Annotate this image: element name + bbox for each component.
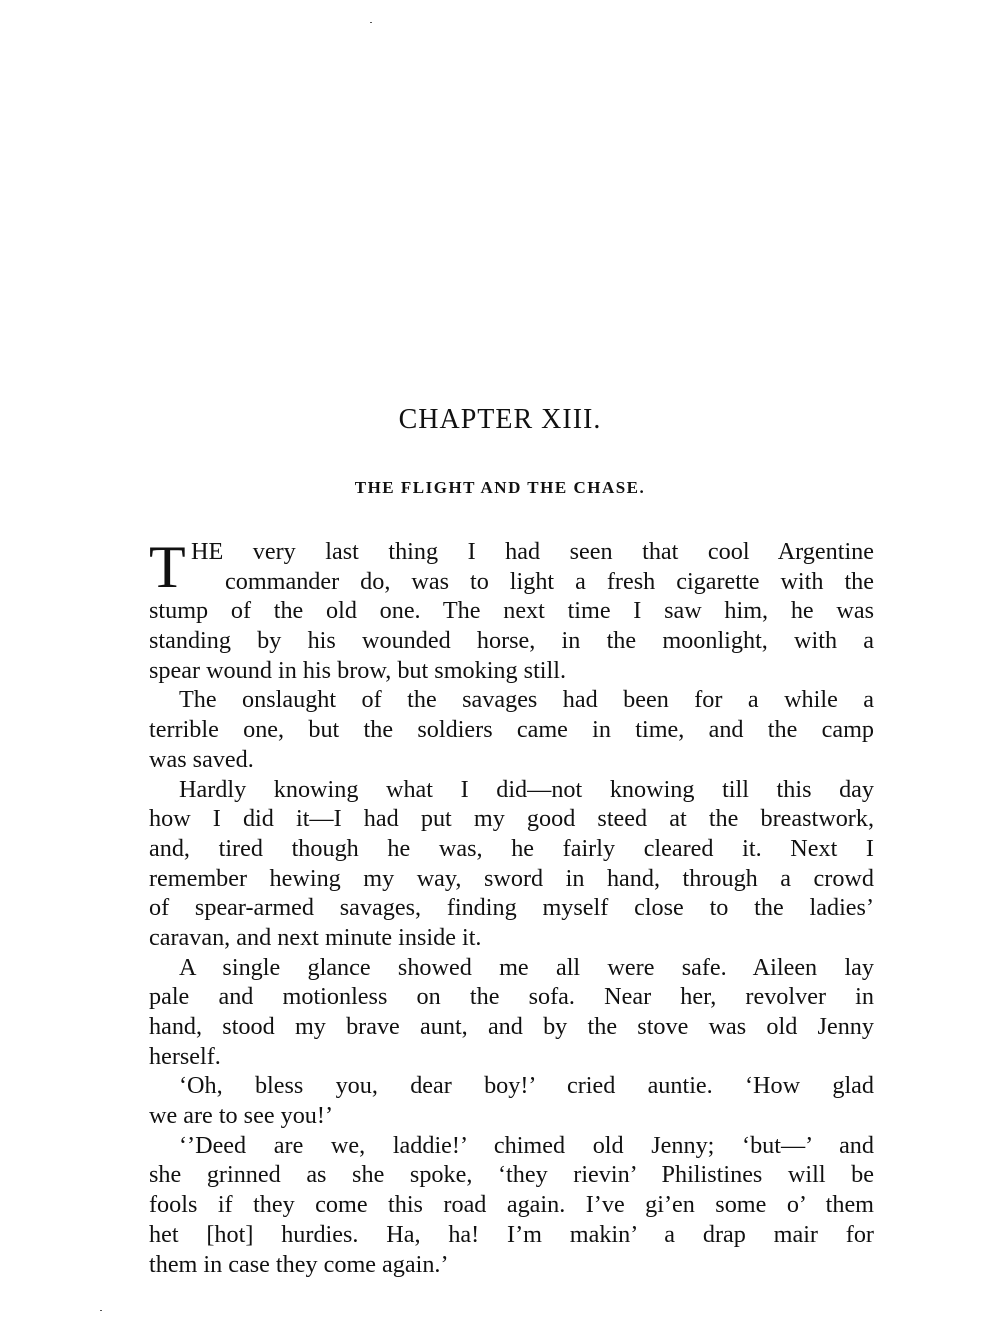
text-line: hand, stood my brave aunt, and by the stove was old Jenny [149,1013,874,1040]
text-line: ‘’Deed are we, laddie!’ chimed old Jenny; ‘but—’ and [179,1131,874,1159]
text-line: we are to see you!’ [149,1102,334,1130]
text-line: terrible one, but the soldiers came in time, and the camp [149,716,874,744]
text-line: HE very last thing I had seen that cool Argentine [191,538,874,565]
text-line: The onslaught of the savages had been for a while a [179,686,874,714]
paragraph-1 [149,534,874,685]
text-line: she grinned as she spoke, ‘they rievin’ Philistines will be [149,1161,874,1189]
text-line: of spear-armed savages, finding myself close to the ladies’ [149,894,874,922]
paragraph-4 [149,953,874,1072]
print-speck [100,1310,102,1311]
drop-cap: T [149,534,186,600]
body-text [149,534,874,1279]
paragraph-3 [149,775,874,953]
text-line: how I did it—I had put my good steed at the breastwork, [149,805,874,833]
text-line: caravan, and next minute inside it. [149,923,482,951]
text-line: was saved. [149,745,254,773]
text-line: fools if they come this road again. I’ve gi’en some o’ them [149,1191,874,1219]
text-line: herself. [149,1042,221,1070]
print-speck [370,22,372,23]
paragraph-6 [149,1131,874,1279]
text-line: spear wound in his brow, but smoking still. [149,656,566,684]
text-line: standing by his wounded horse, in the moonlight, with a [149,627,874,655]
chapter-heading: CHAPTER XIII. [398,404,602,435]
text-line: commander do, was to light a fresh cigarette with the [225,567,874,595]
text-line: ‘Oh, bless you, dear boy!’ cried auntie. ‘How glad [179,1072,874,1100]
text-line: het [hot] hurdies. Ha, ha! I’m makin’ a drap mair for [149,1220,874,1248]
text-line: Hardly knowing what I did—not knowing till this day [179,775,874,803]
text-line: them in case they come again.’ [149,1250,449,1278]
chapter-subtitle: THE FLIGHT AND THE CHASE. [354,478,646,497]
text-line: A single glance showed me all were safe. Aileen lay [179,953,874,981]
text-line: and, tired though he was, he fairly cleared it. Next I [149,834,874,862]
text-line: stump of the old one. The next time I saw him, he was [149,597,874,625]
text-line: pale and motionless on the sofa. Near her, revolver in [149,983,874,1011]
paragraph-2 [149,685,874,774]
text-line: remember hewing my way, sword in hand, through a crowd [149,864,874,892]
paragraph-5 [149,1071,874,1130]
